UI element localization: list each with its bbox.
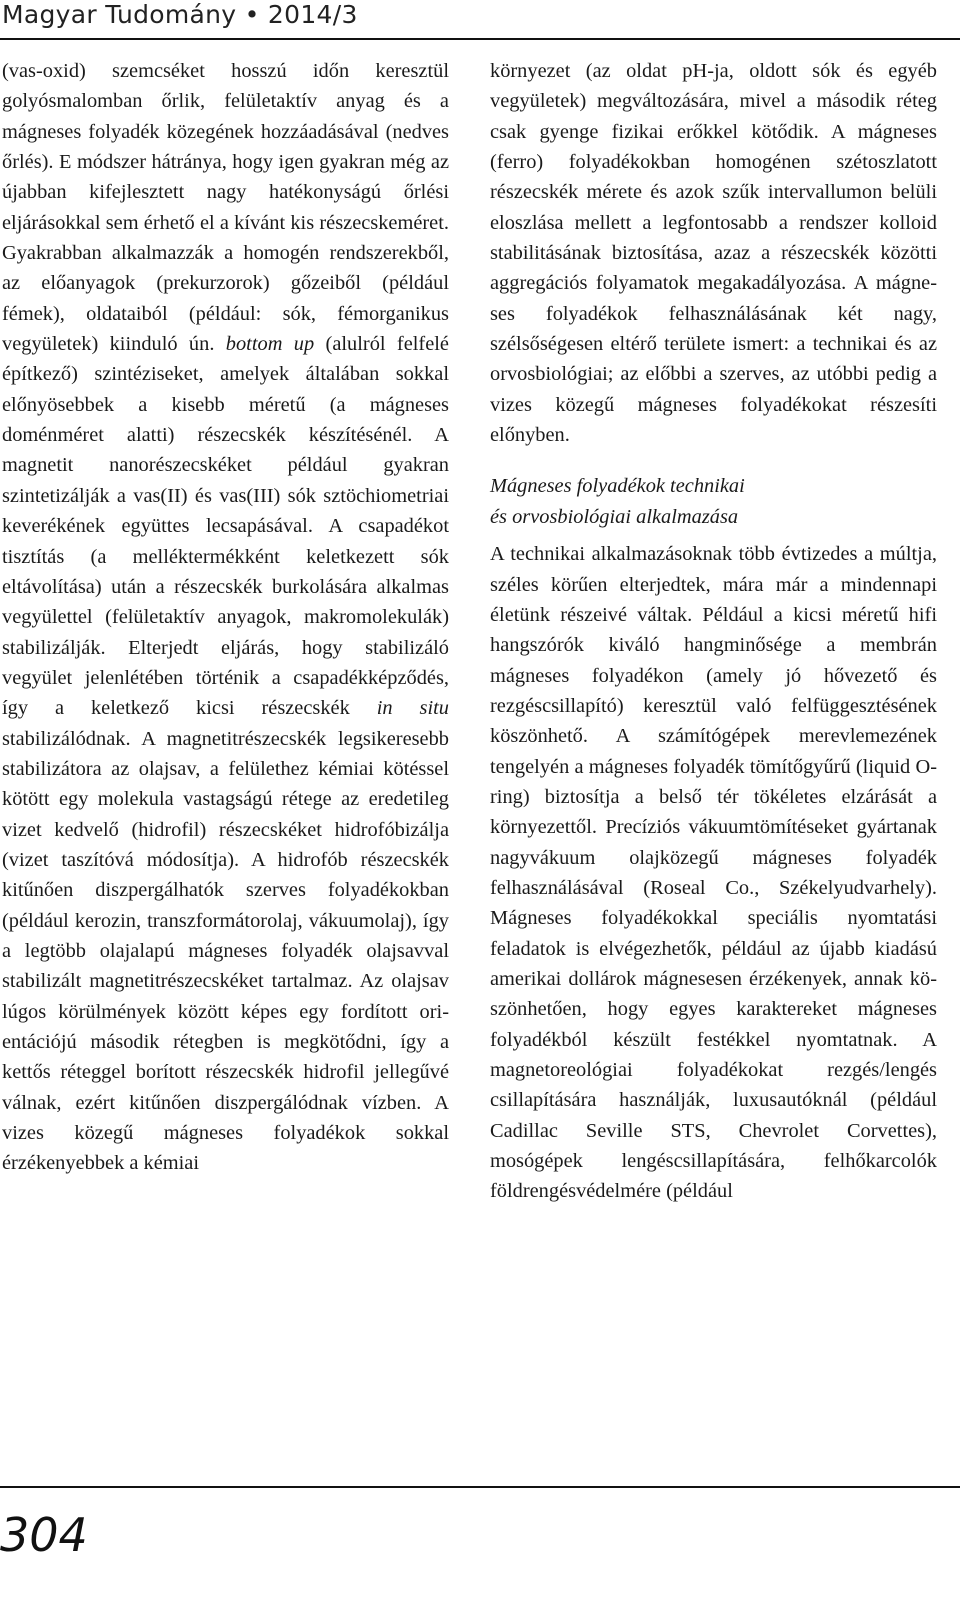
body-paragraph-right-2: A technikai alkalmazásoknak több évtizedes a múltja, széles körűen elterjedtek, mára már a mindennapi életünk részeivé váltak. Például a kicsi méretű hifi hangszórók kiváló hangminősége a membrán mágneses folyadékon (amely jó hővezető és rezgéscsillapító) keresztül való felfüggesztésének köszönhető. A számítógépek merevlemezének tengelyén a mágneses folyadék tömítőgyűrű (liquid O-ring) biztosítja a belső tér tökéletes elzárását a környezettől. Precíziós vákuumtömítéseket gyártanak nagyvákuum olajközegű mágneses folyadék felhasználásával (Roseal Co., Székelyudvarhely). Mágneses folyadékokkal speciális nyomtatási feladatok is elvégezhetők, például az újabb kiadású amerikai dollárok mágnesesen érzékenyek, annak köszönhetően, hogy egyes karaktereket mágneses folyadékból készült festékkel nyomtatnak. A magnetoreológiai folyadékokat rezgés/lengés csillapítására használják, luxusautóknál (például Cadillac Seville STS, Chevrolet Corvettes), mosógépek lengéscsillapítására, felhőkarcolók földrengésvédelmére (például [490,543,937,1203]
emphasis-in-situ: in situ [376,697,449,720]
section-heading-line-2: és orvosbiológiai alkalmazása [490,505,739,528]
section-heading [490,471,937,532]
paragraph-text: stabilizálódnak. A magnetitrészecskék legsikeresebb stabilizátora az olajsav, a felülethez kémiai kötéssel kötött egy molekula vastagságú rétege az eredetileg vizet kedvelő (hidrofil) részecskéket hidrofóbizálja (vizet taszítóvá módosítja). A hidrofób részecskék kitűnően diszpergálhatók szerves folyadékokban (például kerozin, transzformátorolaj, vákuumolaj), így a legtöbb olajalapú mágneses folyadék olajsavval stabilizált magnetitrészecskéket tartalmaz. Az olajsav lúgos körülmények között képes egy fordított orientációjú második rétegben is megkötődni, így a kettős réteggel borított részecskék hidrofil jellegűvé válnak, ezért kitűnően diszpergálódnak vízben. A vizes közegű mágneses folyadékok sokkal érzékenyebbek a kémiai [2,727,449,1175]
right-column [490,56,937,1207]
header-rule [0,38,960,40]
body-paragraph-right-1: környezet (az oldat pH-ja, oldott sók és egyéb vegyületek) megváltozására, mivel a második réteg csak gyenge fizikai erőkkel kötődik. A mágneses (ferro) folyadékokban homogénen szétoszlatott részecskék mérete és azok szűk intervallumon belüli eloszlása mellett a legfontosabb a rendszer kolloid stabilitásának biztosítása, azaz a részecskék közötti aggregációs folyamatok megakadályozása. A mágneses folyadékok felhasználásának két nagy, szélsőségesen eltérő területe ismert: a technikai és az orvosbiológiai; az előbbi a szerves, az utóbbi pedig a vizes közegű mágneses folyadékokat részesíti előnyben. [490,60,937,447]
section-heading-line-1: Mágneses folyadékok technikai [490,475,745,498]
emphasis-bottom-up: bottom up [225,333,315,356]
journal-header: Magyar Tudomány • 2014/3 [2,0,358,29]
page-number: 304 [0,1508,88,1562]
footer-rule [0,1486,960,1488]
left-column [2,56,449,1179]
paragraph-text: (vas-oxid) szemcséket hosszú időn keresztül golyósmalomban őrlik, felületaktív anyag és a mágneses folyadék közegének hozzáadásával (nedves őrlés). E módszer hátránya, hogy igen gyakran még az újabban kifejlesztett nagy hatékonyságú őrlési eljárásokkal sem érhető el a kívánt kis részecskeméret. Gyakrabban alkalmazzák a homogén rendszerekből, az előanyagok (prekurzorok) gőzeiből (például fémek), oldataiból (például: sók, fémorganikus vegyületek) kiinduló ún. [2,60,449,356]
paragraph-text: (alulról felfelé építkező) szintéziseket, amelyek általában sokkal előnyösebbek a kisebb méretű (a mágneses doménméret alatti) részecskék készítésénél. A magnetit nanorészecskéket például gyakran szintetizálják a vas(II) és vas(III) sók sztöchiometriai keverékének együttes lecsapásával. A csapadékot tisztítás (a melléktermékként keletkezett sók eltávolítása) után a részecskék burkolására alkalmas vegyülettel (felületaktív anyagok, makromolekulák) stabilizálják. Elterjedt eljárás, hogy stabilizáló vegyület jelenlétében történik a csapadékképződés, így a keletkező kicsi részecskék [2,333,449,720]
body-paragraph-left [2,56,449,1179]
